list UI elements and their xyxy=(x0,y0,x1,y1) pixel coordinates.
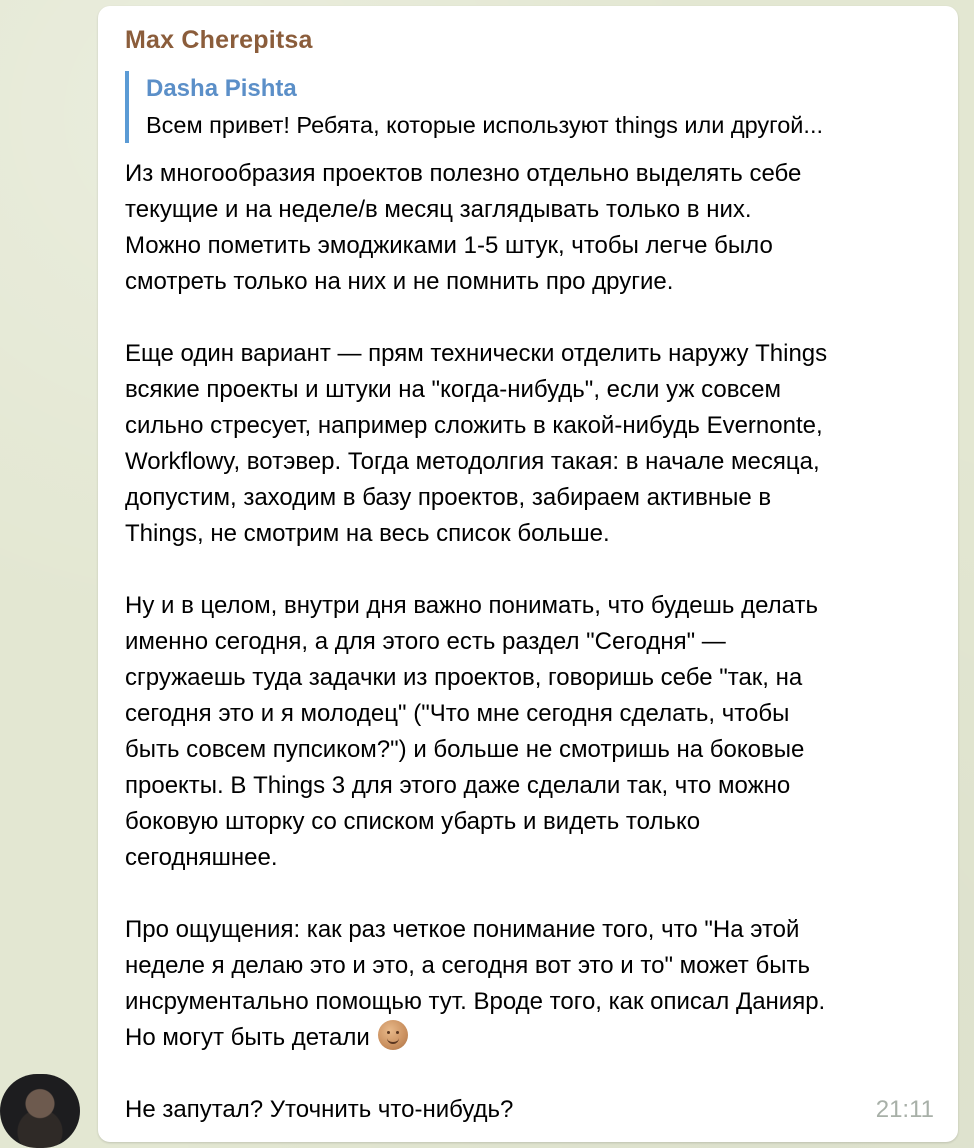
message-paragraph-text: Про ощущения: как раз четкое понимание того, что "На этой неделе я делаю это и это, а сегодня вот это и то" может быть инсрументально помощью тут. Вроде того, как описал Данияр. Но могут быть детали xyxy=(125,916,826,1051)
reply-author: Dasha Pishta xyxy=(146,75,297,102)
sender-avatar[interactable] xyxy=(0,1074,80,1148)
message-time: 21:11 xyxy=(875,1096,934,1123)
message-paragraph: Не запутал? Уточнить что-нибудь? xyxy=(125,1096,514,1123)
reply-quote[interactable] xyxy=(125,71,935,143)
message-paragraph: Из многообразия проектов полезно отдельно выделять себе текущие и на неделе/в месяц заглядывать только в них. Можно пометить эмоджиками 1-5 штук, чтобы легче было смотреть только на них и не помнить про другие. xyxy=(125,160,802,295)
message-paragraph xyxy=(125,912,940,1056)
message-bubble[interactable] xyxy=(98,6,958,1142)
sender-name[interactable]: Max Cherepitsa xyxy=(125,26,313,54)
message-paragraph: Ну и в целом, внутри дня важно понимать, что будешь делать именно сегодня, а для этого есть раздел "Сегодня" — сгружаешь туда задачки из проектов, говоришь себе "так, на сегодня это и я молодец" ("Что мне сегодня сделать, чтобы быть совсем пупсиком?") и больше не смотришь на боковые проекты. В Things 3 для этого даже сделали так, что можно боковую шторку со списком убарть и видеть только сегодняшнее. xyxy=(125,592,818,871)
message-text xyxy=(125,156,940,1128)
message-paragraph: Еще один вариант — прям технически отделить наружу Things всякие проекты и штуки на "когда-нибудь", если уж совсем сильно стресует, например сложить в какой-нибудь Evernonte, Workflowy, вотэвер. Тогда методолгия такая: в начале месяца, допустим, заходим в базу проектов, забираем активные в Things, не смотрим на весь список больше. xyxy=(125,340,828,547)
slightly-smiling-face-icon xyxy=(378,1020,408,1050)
reply-text: Всем привет! Ребята, которые используют things или другой... xyxy=(146,112,824,138)
